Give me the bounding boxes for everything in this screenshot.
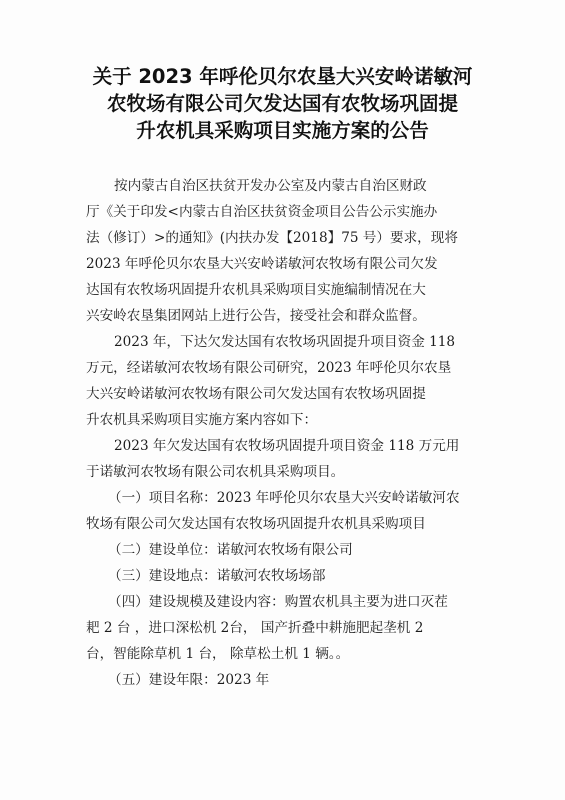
item-construction-period: （五）建设年限：2023 年 bbox=[108, 672, 270, 688]
paragraph-1-line: 达国有农牧场巩固提升农机具采购项目实施编制情况在大 bbox=[86, 282, 426, 298]
document-title-line-3: 升农机具采购项目实施方案的公告 bbox=[136, 119, 429, 142]
item-project-name: 牧场有限公司欠发达国有农牧场巩固提升农机具采购项目 bbox=[86, 516, 426, 532]
paragraph-2-line: 大兴安岭诺敏河农牧场有限公司欠发达国有农牧场巩固提 bbox=[86, 386, 426, 402]
paragraph-1-line: 兴安岭农垦集团网站上进行公告，接受社会和群众监督。 bbox=[86, 308, 426, 324]
item-construction-scale: 台，智能除草机 1 台， 除草松土机 1 辆。。 bbox=[86, 646, 350, 662]
paragraph-2-line: 万元，经诺敏河农牧场有限公司研究，2023 年呼伦贝尔农垦 bbox=[86, 360, 452, 376]
paragraph-1-line: 按内蒙古自治区扶贫开发办公室及内蒙古自治区财政 bbox=[114, 178, 427, 194]
paragraph-1-line: 厅《关于印发<内蒙古自治区扶贫资金项目公告公示实施办 bbox=[86, 204, 438, 220]
document-title-line-2: 农牧场有限公司欠发达国有农牧场巩固提 bbox=[106, 92, 458, 115]
item-construction-scale: 耙 2 台 ，进口深松机 2台， 国产折叠中耕施肥起垄机 2 bbox=[86, 620, 424, 636]
item-construction-unit: （二）建设单位：诺敏河农牧场有限公司 bbox=[108, 542, 353, 558]
paragraph-1-line: 2023 年呼伦贝尔农垦大兴安岭诺敏河农牧场有限公司欠发 bbox=[86, 256, 438, 272]
paragraph-2-line: 升农机具采购项目实施方案内容如下： bbox=[86, 412, 318, 428]
paragraph-1-line: 法（修订）>的通知》(内扶办发【2018】75 号）要求，现将 bbox=[86, 230, 458, 246]
item-construction-scale: （四）建设规模及建设内容：购置农机具主要为进口灭茬 bbox=[108, 594, 448, 610]
paragraph-3-line: 于诺敏河农牧场有限公司农机具采购项目。 bbox=[86, 464, 345, 480]
paragraph-3-line: 2023 年欠发达国有农牧场巩固提升项目资金 118 万元用 bbox=[114, 438, 460, 454]
item-construction-location: （三）建设地点：诺敏河农牧场场部 bbox=[108, 568, 326, 584]
paragraph-2-line: 2023 年，下达欠发达国有农牧场巩固提升项目资金 118 bbox=[114, 334, 456, 350]
item-project-name: （一）项目名称：2023 年呼伦贝尔农垦大兴安岭诺敏河农 bbox=[108, 490, 460, 506]
document-title-line-1: 关于 2023 年呼伦贝尔农垦大兴安岭诺敏河 bbox=[92, 65, 473, 88]
